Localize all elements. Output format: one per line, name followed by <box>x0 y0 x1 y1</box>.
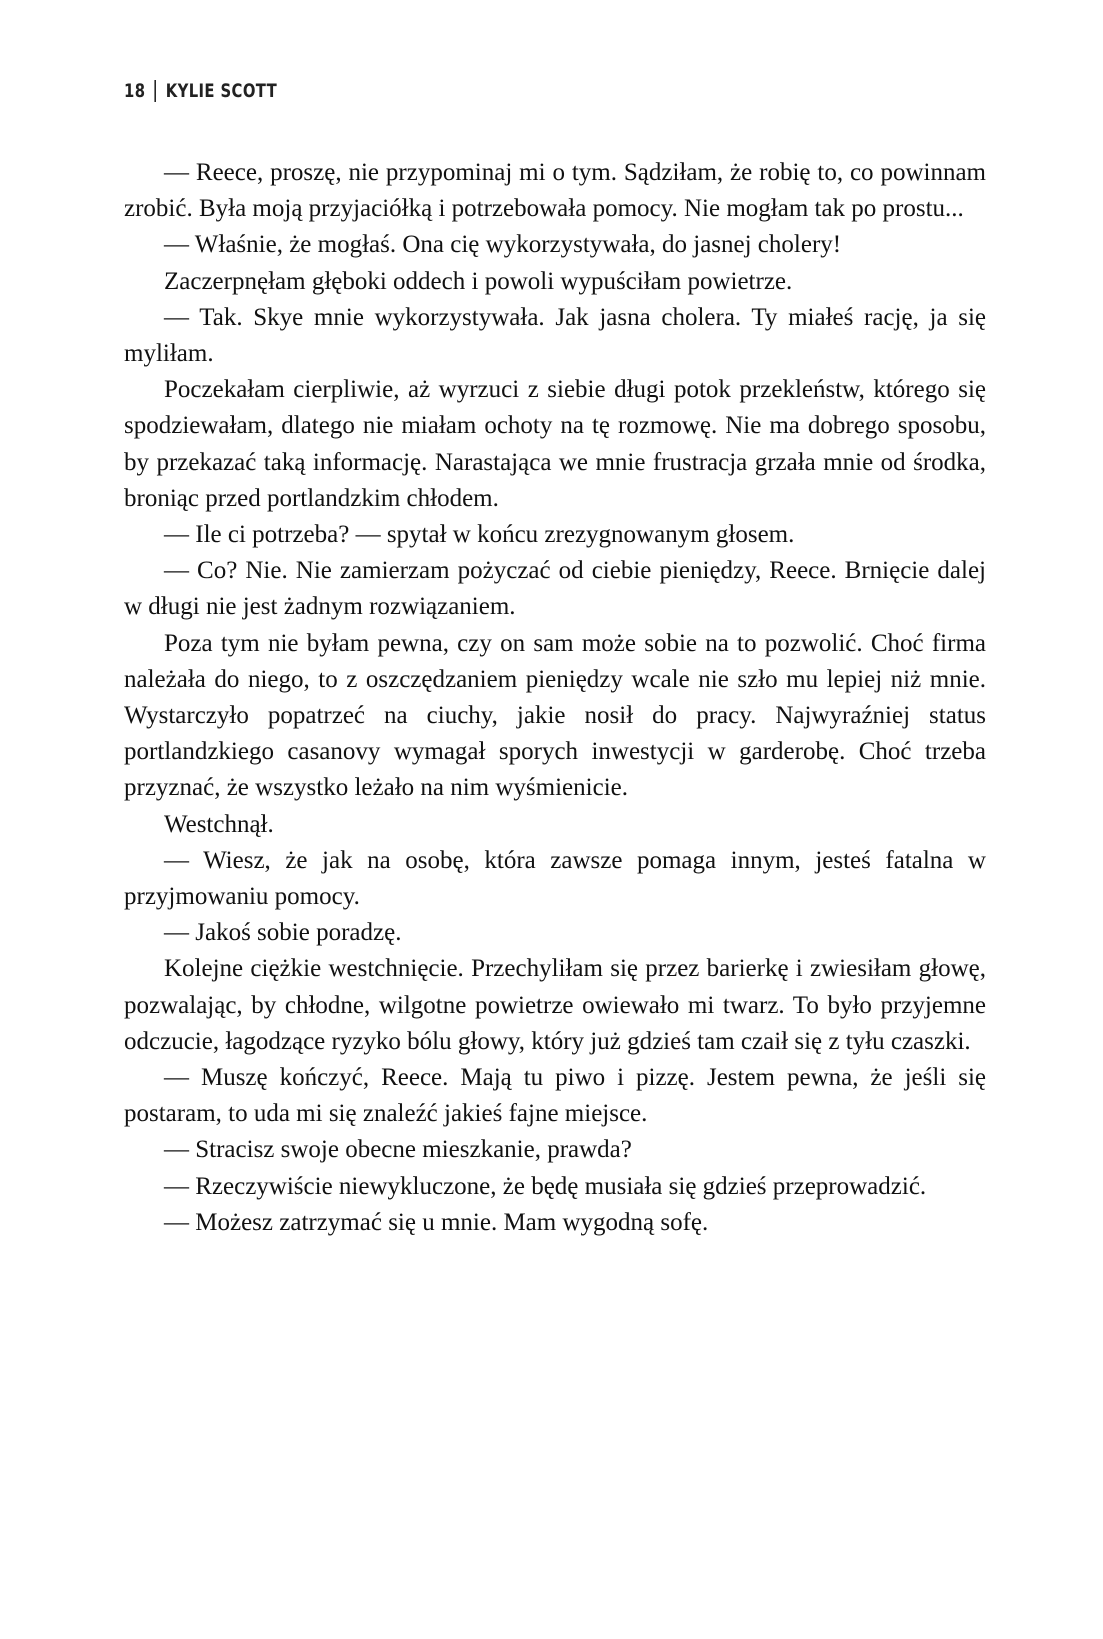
body-text <box>124 155 986 1241</box>
paragraph: — Reece, proszę, nie przypominaj mi o tym. Sądziłam, że robię to, co powinnam zrobić. Była moją przyjaciółką i potrzebowała pomocy. Nie mogłam tak po prostu... <box>124 159 986 223</box>
page-number: 18 <box>124 80 146 102</box>
paragraph: — Muszę kończyć, Reece. Mają tu piwo i pizzę. Jestem pewna, że jeśli się postaram, to uda mi się znaleźć jakieś fajne miejsce. <box>124 1064 986 1128</box>
paragraph: Zaczerpnęłam głęboki oddech i powoli wypuściłam powietrze. <box>164 267 793 295</box>
paragraph: — Wiesz, że jak na osobę, która zawsze pomaga innym, jesteś fatalna w przyjmowaniu pomocy. <box>124 846 986 911</box>
paragraph: — Co? Nie. Nie zamierzam pożyczać od ciebie pieniędzy, Reece. Brnięcie dalej w długi nie jest żadnym rozwiązaniem. <box>124 557 986 621</box>
paragraph: Westchnął. <box>164 810 274 838</box>
paragraph: Poczekałam cierpliwie, aż wyrzuci z siebie długi potok przekleństw, którego się spodziewałam, dlatego nie miałam ochoty na tę rozmowę. Nie ma dobrego sposobu, by przekazać taką informację. Narastająca we mnie frustracja grzała mnie od środka, broniąc przed portlandzkim chłodem. <box>124 376 986 512</box>
paragraph: — Ile ci potrzeba? — spytał w końcu zrezygnowanym głosem. <box>164 521 795 549</box>
paragraph: — Tak. Skye mnie wykorzystywała. Jak jasna cholera. Ty miałeś rację, ja się myliłam. <box>124 303 986 368</box>
running-header <box>124 80 277 102</box>
paragraph: Kolejne ciężkie westchnięcie. Przechyliłam się przez barierkę i zwiesiłam głowę, pozwalając, by chłodne, wilgotne powietrze owiewało mi twarz. To było przyjemne odczucie, łagodzące ryzyko bólu głowy, który już gdzieś tam czaił się z tyłu czaszki. <box>124 955 986 1055</box>
paragraph: — Jakoś sobie poradzę. <box>164 919 402 947</box>
paragraph: — Właśnie, że mogłaś. Ona cię wykorzystywała, do jasnej cholery! <box>164 231 842 259</box>
header-separator <box>155 80 157 102</box>
author-name: KYLIE SCOTT <box>165 80 278 102</box>
paragraph: — Możesz zatrzymać się u mnie. Mam wygodną sofę. <box>164 1208 709 1236</box>
paragraph: Poza tym nie byłam pewna, czy on sam może sobie na to pozwolić. Choć firma należała do niego, to z oszczędzaniem pieniędzy wcale nie szło mu lepiej niż mnie. Wystarczyło popatrzeć na ciuchy, jakie nosił do pracy. Najwyraźniej status portlandzkiego casanovy wymagał sporych inwestycji w garderobę. Choć trzeba przyznać, że wszystko leżało na nim wyśmienicie. <box>124 629 986 802</box>
paragraph: — Rzeczywiście niewykluczone, że będę musiała się gdzieś przeprowadzić. <box>164 1172 927 1200</box>
paragraph: — Stracisz swoje obecne mieszkanie, prawda? <box>164 1136 632 1164</box>
